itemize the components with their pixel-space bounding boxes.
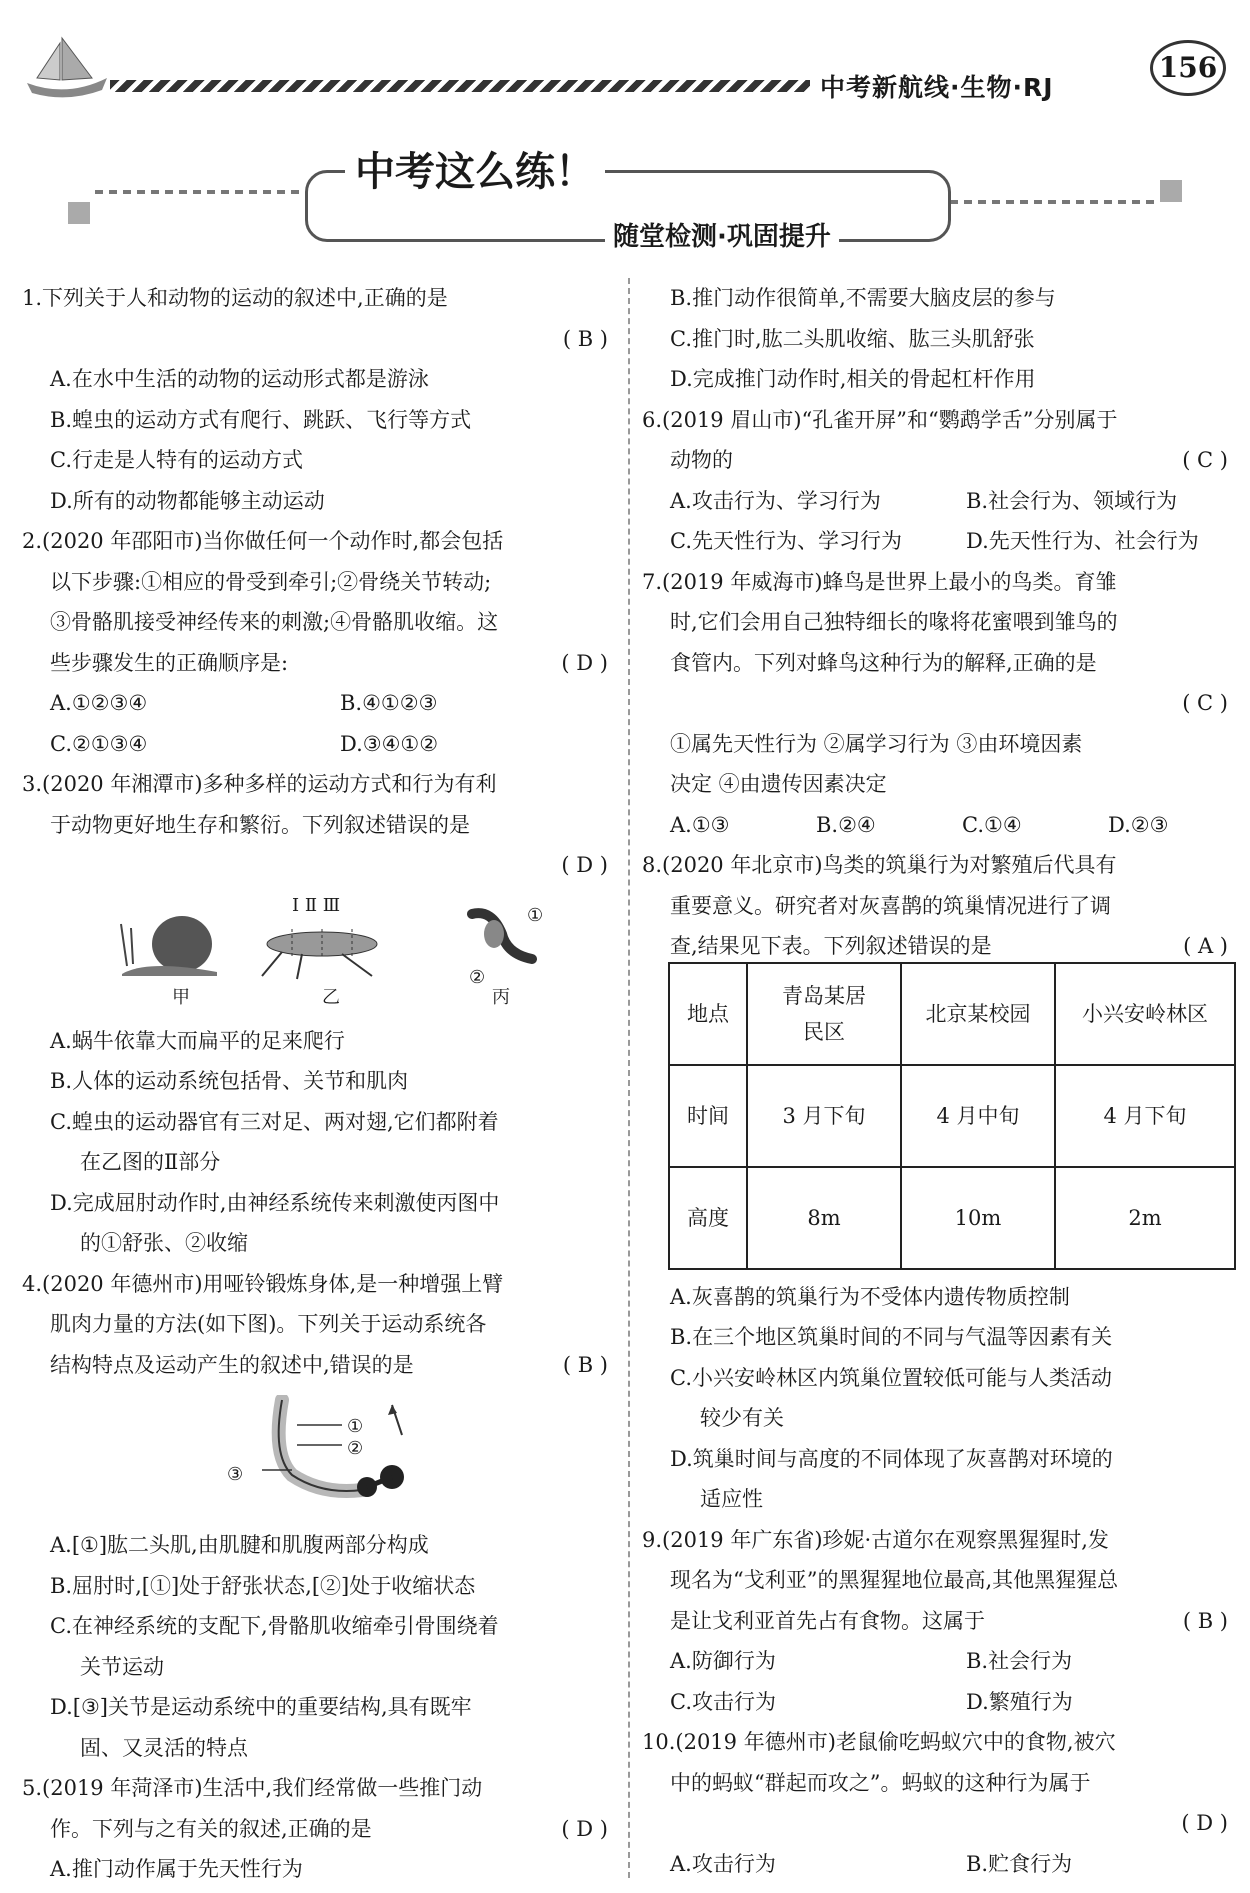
banner-dash-left [95,190,300,194]
grasshopper-parts-label: Ⅰ Ⅱ Ⅲ [292,894,341,916]
snail-icon [117,904,227,979]
answer-5: ( D ) [561,1816,608,1841]
question-6: 6.(2019 眉山市)“孔雀开屏”和“鹦鹉学舌”分别属于 动物的 ( C ) A.攻击行为、学习行为 B.社会行为、领域行为 C.先天性行为、学习行为 D.先天性行为、社会行为 [642,407,1228,553]
banner-title: 中考这么练！ [345,140,605,197]
question-7: 7.(2019 年威海市)蜂鸟是世界上最小的鸟类。育雏 时,它们会用自己独特细长的喙将花蜜喂到雏鸟的 食管内。下列对蜂鸟这种行为的解释,正确的是 ( C ) ①属先天性行为 ②属学习行为 ③由环境因素 决定 ④由遗传因素决定 A.①③ B.②④ C.①④ D.②③ [642,569,1228,837]
table-cell: 10m [901,1167,1055,1269]
figure-3: Ⅰ Ⅱ Ⅲ ① ② 甲 乙 丙 [22,886,608,1021]
question-4: 4.(2020 年德州市)用哑铃锻炼身体,是一种增强上臂 肌肉力量的方法(如下图)。下列关于运动系统各 结构特点及运动产生的叙述中,错误的是 ( B ) ① ② ③ A.[①]肱二头肌,由肌腱和肌腹两部分构成 B.屈肘时,[①]处于舒张状态,[②]处于收缩状态 C.在神经系统的支配下,骨骼肌收缩牵引骨围绕着 关节运动 D.[③]关节是运动系统中的重要结构,具有既牢 固、又灵活的特点 [22,1271,608,1760]
option: A.在水中生活的动物的运动形式都是游泳 [50,367,429,391]
answer-3: ( D ) [561,853,608,877]
banner-subtitle: 随堂检测·巩固提升 [605,216,839,253]
question-5: 5.(2019 年菏泽市)生活中,我们经常做一些推门动 作。下列与之有关的叙述,正确的是 ( D ) A.推门动作属于先天性行为 [22,1776,608,1881]
banner-dash-right [950,200,1155,204]
question-8: 8.(2020 年北京市)鸟类的筑巢行为对繁殖后代具有 重要意义。研究者对灰喜鹊的筑巢情况进行了调 查,结果见下表。下列叙述错误的是 ( A ) A.灰喜鹊的筑巢行为不受体内遗传物质控制 B.在三个地区筑巢时间的不同与气温等因素有关 C.小兴安岭林区内筑巢位置较低可能与人类活动 较少有关 D.筑巢时间与高度的不同体现了灰喜鹊对环境的 适应性 [642,853,1228,1511]
figure-4: ① ② ③ [22,1385,608,1525]
table-header-qingdao: 青岛某居民区 [747,963,901,1065]
question-3: 3.(2020 年湘潭市)多种多样的运动方式和行为有利 于动物更好地生存和繁衍。下列叙述错误的是 ( D ) Ⅰ Ⅱ Ⅲ ① ② 甲 乙 丙 A.蜗牛依靠大而扁平的足来爬行 B.人体的运动系统包括骨、关节和肌肉 C.蝗虫的运动器官有三对足、两对翅,它们都附着 在乙图的Ⅱ部分 D.完成屈肘动作时,由神经系统传来刺激使丙图中 的①舒张、②收缩 [22,772,608,1255]
left-column [22,278,608,1890]
answer-10: ( D ) [1181,1811,1228,1835]
answer-2: ( D ) [561,650,608,675]
boat-logo [22,28,112,98]
question-9: 9.(2019 年广东省)珍妮·古道尔在观察黑猩猩时,发 现名为“戈利亚”的黑猩猩地位最高,其他黑猩猩总 是让戈利亚首先占有食物。这属于 ( B ) A.防御行为 B.社会行为 C.攻击行为 D.繁殖行为 [642,1527,1228,1714]
answer-4: ( B ) [562,1352,608,1377]
header-stripe [110,80,810,92]
table-cell: 3 月下旬 [747,1065,901,1167]
column-divider [628,278,630,1878]
option: B.蝗虫的运动方式有爬行、跳跃、飞行等方式 [50,407,472,432]
dumbbell-arm-icon [252,1395,422,1515]
banner-square-left [68,202,90,224]
table-cell: 8m [747,1167,901,1269]
answer-1: ( B ) [562,326,608,351]
answer-8: ( A ) [1183,934,1228,958]
table-header-beijing: 北京某校园 [901,963,1055,1065]
table-cell: 4 月下旬 [1055,1065,1235,1167]
table-cell: 高度 [669,1167,747,1269]
option: D.所有的动物都能够主动运动 [50,488,325,513]
book-title: 中考新航线·生物·RJ [820,73,1054,102]
fig-label-jia: 甲 [172,986,190,1008]
table-header-location: 地点 [669,963,747,1065]
answer-9: ( B ) [1182,1608,1228,1633]
question-1: 1.下列关于人和动物的运动的叙述中,正确的是 ( B ) A.在水中生活的动物的运动形式都是游泳 B.蝗虫的运动方式有爬行、跳跃、飞行等方式 C.行走是人特有的运动方式 D.所有的动物都能够主动运动 [22,278,608,521]
question-10: 10.(2019 年德州市)老鼠偷吃蚂蚁穴中的食物,被穴 中的蚂蚁“群起而攻之”。蚂蚁的这种行为属于 ( D ) A.攻击行为 B.贮食行为 [642,1730,1228,1876]
table-header-xiaoxinganling: 小兴安岭林区 [1055,963,1235,1065]
fig-label-bing: 丙 [492,986,510,1008]
right-column: B.推门动作很简单,不需要大脑皮层的参与 C.推门时,肱二头肌收缩、肱三头肌舒张 D.完成推门动作时,相关的骨起杠杆作用 6.(2019 眉山市)“孔雀开屏”和“鹦鹉学舌”分别属于 动物的 ( C ) A.攻击行为、学习行为 B.社会行为、领域行为 C.先天性行为、学习行为 D.先天性行为、社会行为 7.(2019 年威海市)蜂鸟是世界上最小的鸟类。育雏 时,它们会用自己独特细长的喙将花蜜喂到雏鸟的 食管内。下列对蜂鸟这种行为的解释,正确的是 ( C ) ①属先天性行为 ②属学习行为 ③由环境因素 决定 ④由遗传因素决定 A.①③ B.②④ C.①④ D.②③ 8.(2020 年北京市)鸟类的筑巢行为对繁殖后代具有 重要意义。研究者对灰喜鹊的筑巢情况进行了调 查,结果见下表。下列叙述错误的是 ( A ) A.灰喜鹊的筑巢行为不受体内遗传物质控制 B.在三个地区筑巢时间的不同与气温等因素有关 C.小兴安岭林区内筑巢位置较低可能与人类活动 较少有关 D.筑巢时间与高度的不同体现了灰喜鹊对环境的 适应性 9.(2019 年广东省)珍妮·古道尔在观察黑猩猩时,发 现名为“戈利亚”的黑猩猩地位最高,其他黑猩猩总 是让戈利亚首先占有食物。这属于 ( B ) A.防御行为 B.社会行为 C.攻击行为 D.繁殖行为 10.(2019 年德州市)老鼠偷吃蚂蚁穴中的食物,被穴 中的蚂蚁“群起而攻之”。蚂蚁的这种行为属于 ( D ) A.攻击行为 B.贮食行为 [642,278,1228,1884]
answer-6: ( C ) [1182,448,1228,472]
nest-survey-table [668,962,1236,1270]
option: C.行走是人特有的运动方式 [50,448,303,472]
fig-label-yi: 乙 [322,986,340,1008]
answer-7: ( C ) [1182,691,1228,715]
banner-square-right [1160,180,1182,202]
table-cell: 2m [1055,1167,1235,1269]
table-cell: 4 月中旬 [901,1065,1055,1167]
question-2: 2.(2020 年邵阳市)当你做任何一个动作时,都会包括 以下步骤:①相应的骨受到牵引;②骨绕关节转动; ③骨骼肌接受神经传来的刺激;④骨骼肌收缩。这 些步骤发生的正确顺序是: ( D ) A.①②③④ B.④①②③ C.②①③④ D.③④①② [22,529,608,756]
table-cell: 时间 [669,1065,747,1167]
page-number: 156 [1150,40,1226,96]
